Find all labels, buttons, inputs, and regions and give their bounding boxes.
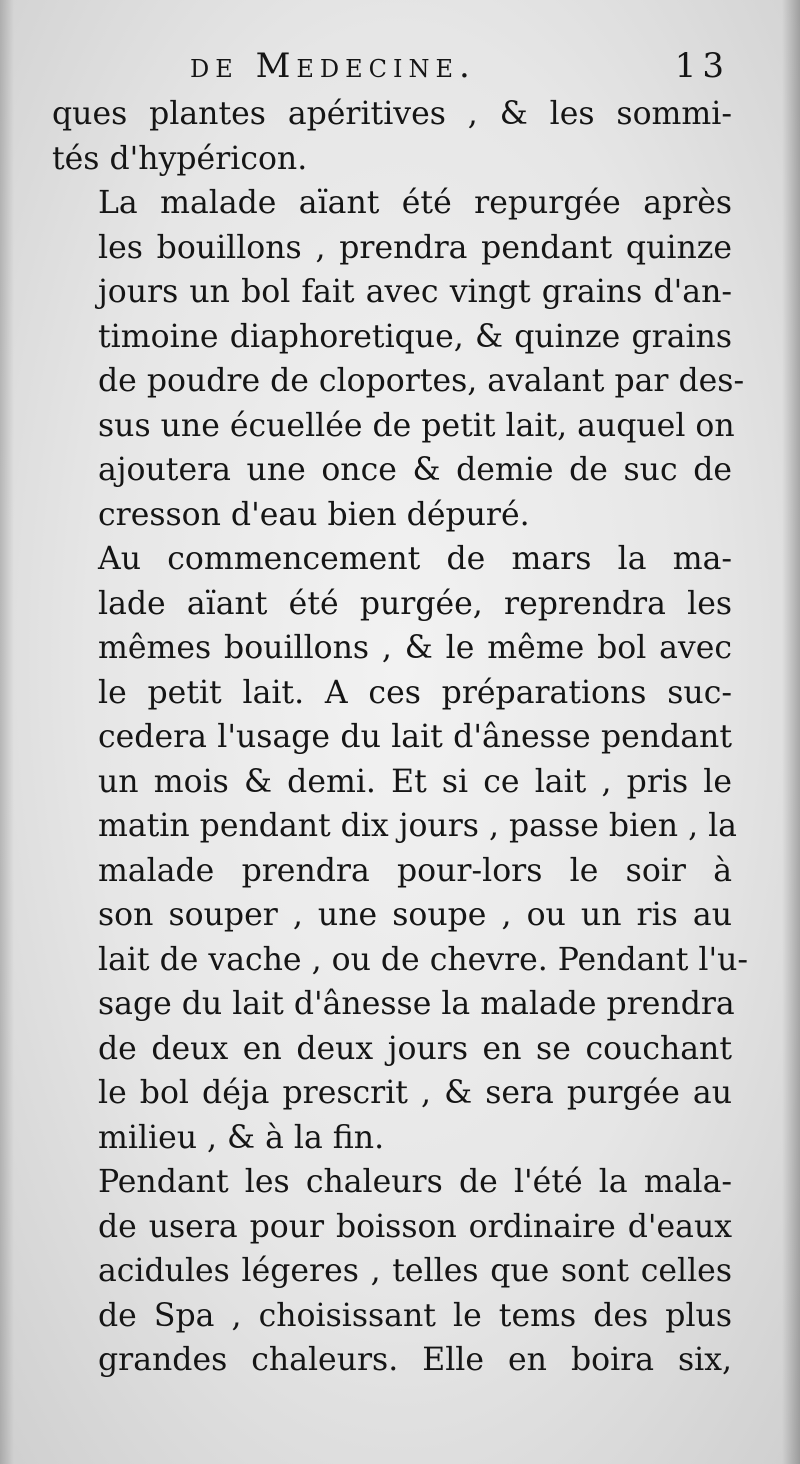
text-line: lait de vache , ou de chevre. Pendant l'u- [98,941,749,978]
text-line: les bouillons , prendra pendant quinze [98,229,732,266]
text-line: un mois & demi. Et si ce lait , pris le [98,763,732,800]
text-line: le petit lait. A ces préparations suc- [98,674,732,711]
text-line: acidules légeres , telles que sont celles [98,1253,732,1289]
text-line: cresson d'eau bien dépuré. [98,496,530,533]
paragraph [52,1160,732,1383]
text-line: matin pendant dix jours , passe bien , la [98,808,737,844]
paragraph [52,181,745,537]
page-shadow-right [782,0,800,1464]
page-header [190,46,730,90]
paragraph-continued [52,92,732,181]
text-line: Pendant les chaleurs de l'été la mala- [98,1164,732,1200]
text-line: ajoutera une once & demie de suc de [98,452,732,488]
text-line: lade aïant été purgée, reprendra les [98,585,732,622]
text-line: jours un bol fait avec vingt grains d'an- [98,274,732,310]
body-text [52,92,749,1383]
text-line: tés d'hypéricon. [52,140,308,177]
running-head: de Medecine. [190,46,476,86]
text-line: grandes chaleurs. Elle en boira six, [98,1342,732,1378]
text-line: cedera l'usage du lait d'ânesse pendant [98,719,732,755]
text-line: de Spa , choisissant le tems des plus [98,1297,732,1334]
text-line: sage du lait d'ânesse la malade prendra [98,986,735,1022]
text-line: La malade aïant été repurgée après [98,185,732,221]
text-line: de usera pour boisson ordinaire d'eaux [98,1208,732,1245]
text-line: ques plantes apéritives , & les sommi- [52,96,732,132]
text-line: Au commencement de mars la ma- [98,541,732,577]
paragraph [52,537,749,1160]
page-shadow-left [0,0,14,1464]
text-line: mêmes bouillons , & le même bol avec [98,630,732,666]
text-line: sus une écuellée de petit lait, auquel on [98,407,735,444]
text-line: timoine diaphoretique, & quinze grains [98,318,732,355]
text-line: malade prendra pour-lors le soir à [98,852,732,889]
text-line: de poudre de cloportes, avalant par des- [98,363,745,399]
text-line: milieu , & à la fin. [98,1119,385,1156]
page-number: 13 [674,46,730,86]
text-line: de deux en deux jours en se couchant [98,1030,732,1067]
text-line: son souper , une soupe , ou un ris au [98,897,732,933]
text-line: le bol déja prescrit , & sera purgée au [98,1075,732,1111]
